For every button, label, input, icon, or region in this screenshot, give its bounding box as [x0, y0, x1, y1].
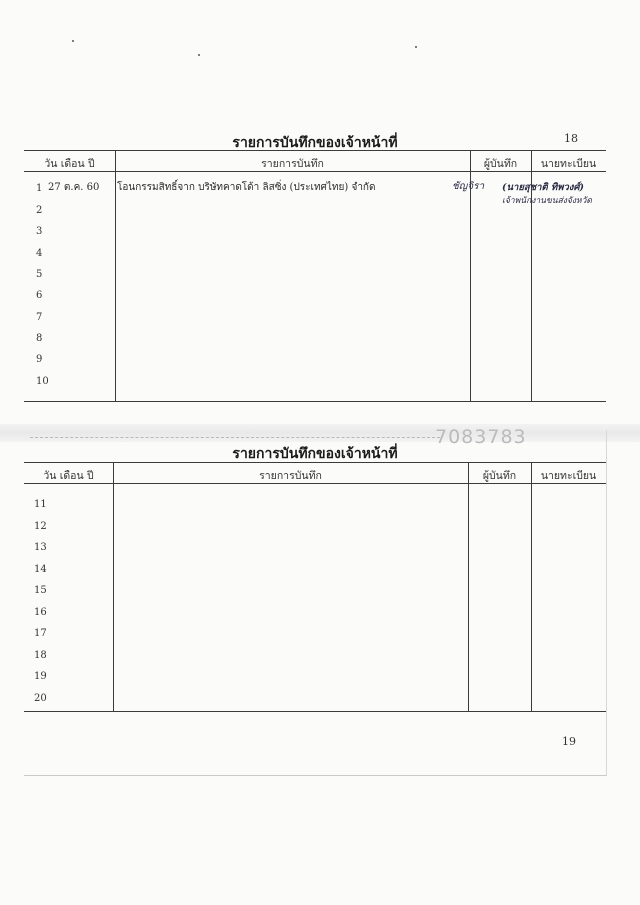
entry-1-date: 27 ต.ค. 60 [48, 182, 100, 193]
column-header-date: วัน เดือน ปี [44, 158, 95, 170]
row-number: 20 [34, 693, 47, 704]
row-number: 2 [36, 205, 43, 216]
row-number: 15 [34, 585, 47, 596]
top-record-table [24, 150, 606, 402]
row-number: 9 [36, 354, 43, 365]
row-number: 18 [34, 650, 47, 661]
bottom-record-panel [24, 430, 607, 776]
scan-speck [415, 46, 417, 48]
registrar-title: เจ้าพนักงานขนส่งจังหวัด [502, 196, 592, 206]
row-number: 8 [36, 333, 43, 344]
row-number: 14 [34, 564, 47, 575]
top-page-number: 18 [564, 132, 578, 145]
bottom-record-table [24, 462, 606, 712]
column-header-recorder: ผู้บันทึก [482, 470, 517, 482]
row-number: 7 [36, 312, 43, 323]
row-number: 13 [34, 542, 47, 553]
entry-1-text: โอนกรรมสิทธิ์จาก บริษัทคาดโด้า ลิสซิ่ง (ประเทศไทย) จำกัด [117, 182, 376, 193]
row-number: 17 [34, 628, 47, 639]
column-header-date: วัน เดือน ปี [43, 470, 94, 482]
row-number: 3 [36, 226, 43, 237]
bottom-page-number: 19 [562, 735, 576, 748]
column-header-registrar: นายทะเบียน [540, 470, 597, 482]
column-divider [115, 151, 116, 401]
top-section-title: รายการบันทึกของเจ้าหน้าที่ [232, 135, 398, 151]
scan-speck [72, 40, 74, 42]
row-number: 11 [34, 499, 47, 510]
row-number: 19 [34, 671, 47, 682]
row-number: 4 [36, 248, 43, 259]
scan-speck [198, 54, 200, 56]
column-header-entry: รายการบันทึก [261, 158, 324, 170]
row-number: 6 [36, 290, 43, 301]
row-number: 16 [34, 607, 47, 618]
column-divider [468, 463, 469, 711]
column-divider [113, 463, 114, 711]
column-header-recorder: ผู้บันทึก [483, 158, 518, 170]
scan-number: 7083783 [435, 426, 527, 448]
column-header-entry: รายการบันทึก [259, 470, 322, 482]
row-number: 5 [36, 269, 43, 280]
column-divider [531, 463, 532, 711]
recorder-signature: ชัญจิรา [452, 181, 485, 192]
column-header-registrar: นายทะเบียน [540, 158, 597, 170]
row-number: 10 [36, 376, 49, 387]
registrar-signature: (นายสุชาติ ทิพวงศ์) [502, 182, 584, 193]
row-number: 12 [34, 521, 47, 532]
row-number: 1 [36, 183, 43, 194]
bottom-section-title: รายการบันทึกของเจ้าหน้าที่ [232, 446, 398, 462]
top-record-panel [24, 120, 606, 420]
